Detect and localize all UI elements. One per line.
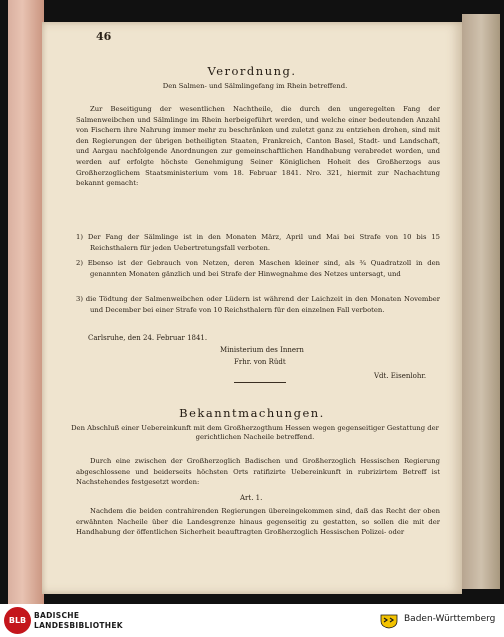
- library-name-line-2: LANDESBIBLIOTHEK: [34, 621, 123, 630]
- section-divider-rule: [234, 382, 286, 383]
- ministry-name: Ministerium des Innern: [220, 346, 304, 354]
- section-subtitle-nacheile: Den Abschluß einer Uebereinkunft mit dem Großherzogthum Hessen wegen gegenseitiger Gestattung der gerichtlichen Nacheile betreffend.: [71, 424, 439, 441]
- library-name-line-1: BADISCHE: [34, 611, 80, 620]
- announcement-intro-paragraph: Durch eine zwischen der Großherzoglich Badischen und Großherzoglich Hessischen Regierung abgeschlossene und beiderseits höchsten Orts ratifizirte Uebereinkunft in rubrizirtem Betreff ist Nachstehendes festgesetzt worden:: [76, 457, 440, 487]
- article-heading: Art. 1.: [240, 494, 263, 502]
- ordinance-item-1: 1) Der Fang der Sälmlinge ist in den Monaten März, April und Mai bei Strafe von 10 bis 15 Reichsthalern für jeden Uebertretungsfall verboten.: [76, 233, 440, 252]
- section-title-verordnung: Verordnung.: [207, 64, 297, 78]
- book-spine-edge: [8, 0, 44, 604]
- ordinance-item-2: 2) Ebenso ist der Gebrauch von Netzen, deren Maschen kleiner sind, als ¾ Quadratzoll in den genannten Monaten gänzlich und bei Strafe der Hinwegnahme des Netzes untersagt, und: [76, 259, 440, 278]
- page-number: 46: [96, 30, 112, 43]
- section-subtitle-salmenfang: Den Salmen- und Sälmlingefang im Rhein betreffend.: [162, 82, 348, 90]
- baden-wuerttemberg-crest-icon: [379, 613, 399, 629]
- section-title-bekanntmachungen: Bekanntmachungen.: [179, 406, 325, 420]
- ordinance-intro-paragraph: Zur Beseitigung der wesentlichen Nachtheile, die durch den ungeregelten Fang der Salmenweibchen und Sälmlinge im Rhein herbeigeführt werden, und welche einer bedeutenden Anzahl von Fischern ihre Nahrung immer mehr zu beschränken und zuletzt ganz zu entziehen drohen, sind mit den Regierungen der übrigen betheiligten Staaten, Frankreich, Canton Basel, Stadt- und Landschaft, und Aargau nachfolgende Anordnungen zur gemeinschaftlichen Handhabung verabredet worden, und werden auf erfolgte höchste Genehmigung Seiner Königlichen Hoheit des Großherzogs aus Großherzoglichem Staatsministerium vom 18. Februar 1841. Nro. 321, hiermit zur Nachachtung bekannt gemacht:: [76, 105, 440, 188]
- countersignature: Vdt. Eisenlohr.: [374, 372, 427, 380]
- document-page: [42, 22, 462, 594]
- signatory-name: Frhr. von Rüdt: [234, 358, 286, 366]
- footer-bar: [0, 604, 504, 637]
- article-1-text: Nachdem die beiden contrahirenden Regierungen übereingekommen sind, daß das Recht der oben erwähnten Nacheile über die Landesgrenze hinaus gegenseitig zu gestatten, so sollen die mit der Handhabung der öffentlichen Sicherheit beauftragten Großherzoglich Hessischen Polizei- oder: [76, 507, 440, 537]
- ordinance-item-3: 3) die Tödtung der Salmenweibchen oder Lüdern ist während der Laichzeit in den Monaten November und December bei einer Strafe von 10 Reichsthalern für den einzelnen Fall verboten.: [76, 295, 440, 314]
- facing-page-edge: [462, 14, 500, 589]
- place-date: Carlsruhe, den 24. Februar 1841.: [88, 334, 208, 342]
- blb-logo[interactable]: BLB: [4, 607, 31, 634]
- state-label[interactable]: Baden-Württemberg: [404, 614, 496, 624]
